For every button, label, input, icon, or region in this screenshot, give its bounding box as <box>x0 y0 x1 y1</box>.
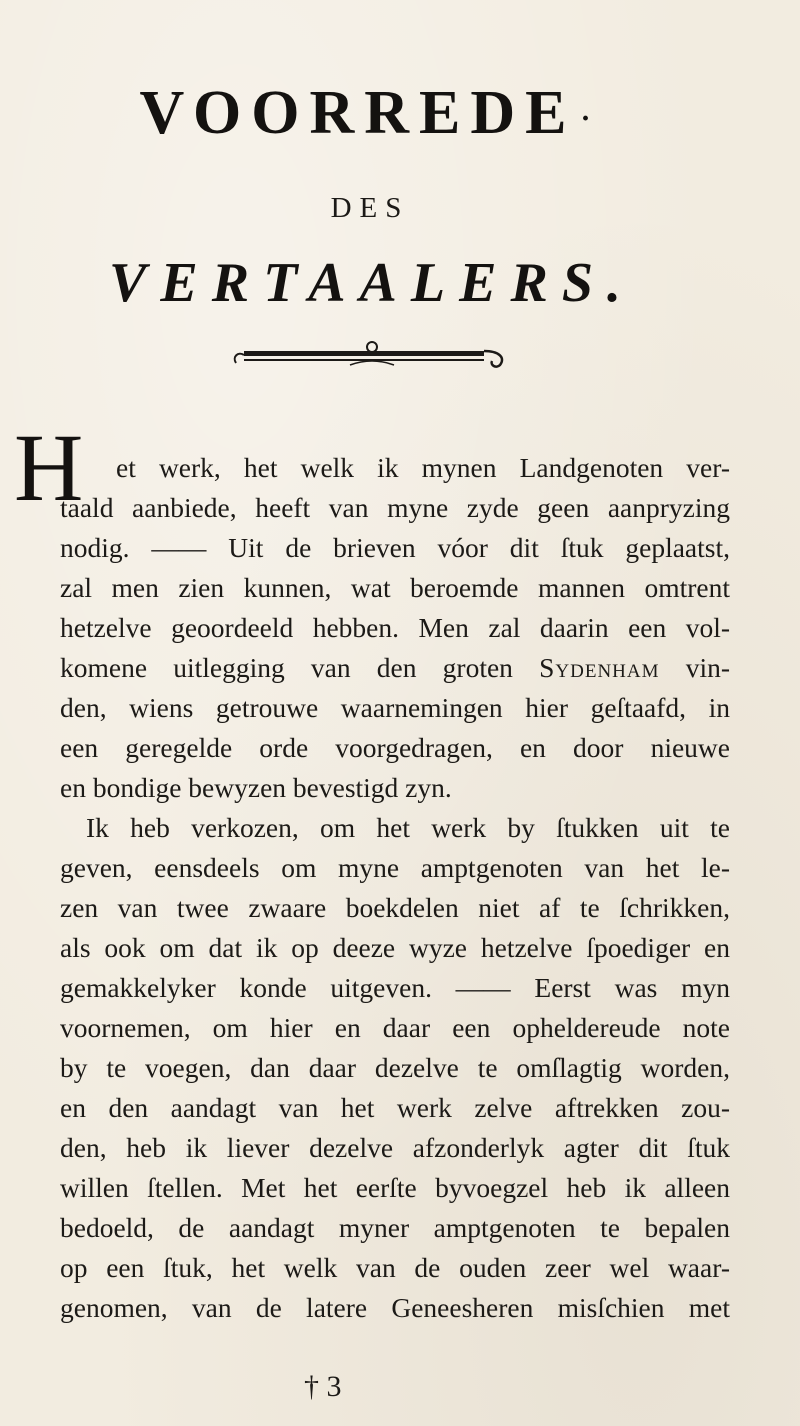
text-segment: vin- <box>659 652 730 683</box>
text-line: zen van twee zwaare boekdelen niet af te ſchrikken, <box>60 892 730 923</box>
text-line: op een ſtuk, het welk van de ouden zeer wel waar- <box>60 1252 730 1283</box>
text-line: den, wiens getrouwe waarnemingen hier geſtaafd, in <box>60 692 730 723</box>
ornament-rule-icon <box>230 335 515 385</box>
text-line: et werk, het welk ik mynen Landgenoten ver- <box>116 452 730 483</box>
page-subtitle: DES <box>330 192 410 224</box>
text-line: hetzelve geoordeeld hebben. Men zal daarin een vol- <box>60 612 730 643</box>
text-line: genomen, van de latere Geneesheren misſchien met <box>60 1292 730 1323</box>
text-line: bedoeld, de aandagt myner amptgenoten te bepalen <box>60 1212 730 1243</box>
text-line: den, heb ik liever dezelve afzonderlyk agter dit ſtuk <box>60 1132 730 1163</box>
signature-mark: † 3 <box>304 1370 342 1403</box>
text-line: en bondige bewyzen bevestigd zyn. <box>60 772 452 803</box>
text-line: taald aanbiede, heeft van myne zyde geen aanpryzing <box>60 492 730 523</box>
text-line: Ik heb verkozen, om het werk by ſtukken uit te <box>86 812 730 843</box>
text-line: geven, eensdeels om myne amptgenoten van het le- <box>60 852 730 883</box>
title-trail-mark: · <box>580 101 601 135</box>
text-line: by te voegen, dan daar dezelve te omſlagtig worden, <box>60 1052 730 1083</box>
text-line: gemakkelyker konde uitgeven. —— Eerst was myn <box>60 972 730 1003</box>
text-segment: komene uitlegging van den groten <box>60 652 513 683</box>
text-line: een geregelde orde voorgedragen, en door nieuwe <box>60 732 730 763</box>
text-line: en den aandagt van het werk zelve aftrekken zou- <box>60 1092 730 1123</box>
text-line: willen ſtellen. Met het eerſte byvoegzel heb ik alleen <box>60 1172 730 1203</box>
text-line: nodig. —— Uit de brieven vóor dit ſtuk geplaatst, <box>60 532 730 563</box>
author-name: Sydenham <box>539 652 660 683</box>
text-line-with-name <box>60 654 730 682</box>
drop-cap: H <box>14 414 84 521</box>
text-line: zal men zien kunnen, wat beroemde mannen omtrent <box>60 572 730 603</box>
text-line: als ook om dat ik op deeze wyze hetzelve ſpoediger en <box>60 932 730 963</box>
title-text: VOORREDE <box>139 79 577 147</box>
page-title <box>0 79 740 147</box>
page-subject-heading: VERTAALERS. <box>109 252 635 314</box>
text-line: voornemen, om hier en daar een opheldereude note <box>60 1012 730 1043</box>
